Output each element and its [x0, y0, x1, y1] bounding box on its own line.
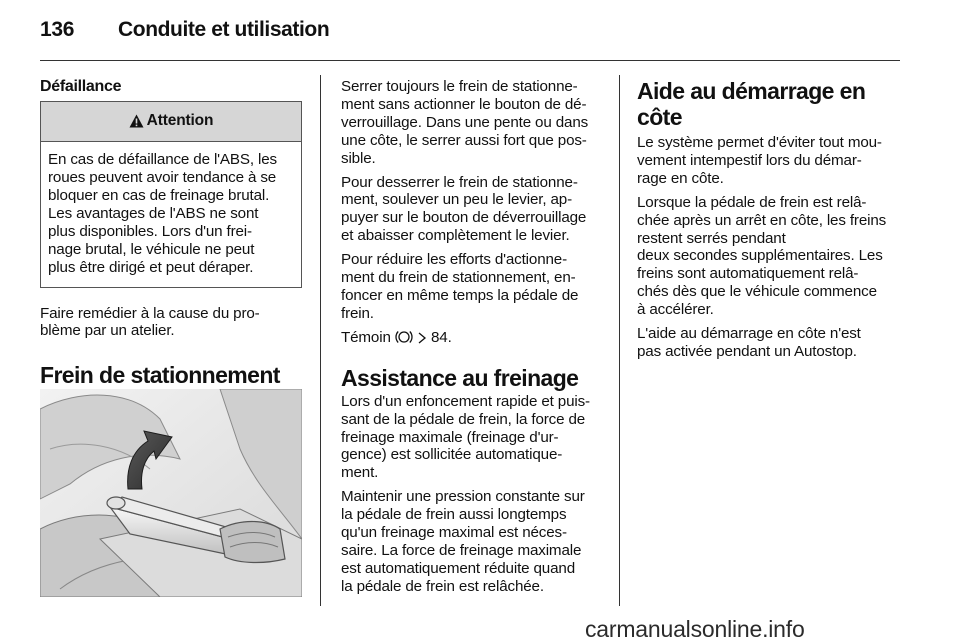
text-line: et abaisser complètement le levier.	[341, 227, 570, 245]
text-line: vement intempestif lors du démar-	[637, 151, 862, 169]
text-line: verrouillage. Dans une pente ou dans	[341, 113, 589, 131]
paragraph-systeme	[637, 134, 900, 188]
text-line: deux secondes supplémentaires. Les	[637, 247, 883, 265]
text-line: Serrer toujours le frein de stationne-	[341, 78, 578, 95]
warning-box	[40, 101, 302, 288]
paragraph-pedale	[637, 194, 900, 319]
text-line: rage en côte.	[637, 169, 724, 187]
parking-brake-illustration	[40, 389, 302, 597]
text-line: ment.	[341, 464, 379, 482]
warning-triangle-icon	[129, 114, 144, 128]
text-line: Le système permet d'éviter tout mou-	[637, 134, 882, 151]
warning-line: Les avantages de l'ABS ne sont	[48, 205, 259, 223]
paragraph-repair	[40, 305, 302, 341]
column-middle	[341, 78, 606, 596]
text-line: puyer sur le bouton de déverrouillage	[341, 209, 587, 227]
text-line: Lorsque la pédale de frein est relâ-	[637, 193, 867, 211]
warning-line: bloquer en cas de freinage brutal.	[48, 187, 270, 205]
column-right	[637, 78, 900, 361]
text-line: sible.	[341, 149, 376, 167]
paragraph-desserrer	[341, 174, 606, 246]
text-line: Faire remédier à la cause du pro-	[40, 304, 260, 322]
text-line: restent serrés pendant	[637, 229, 786, 247]
parking-brake-lever-image	[40, 389, 302, 597]
text-line: L'aide au démarrage en côte n'est	[637, 325, 861, 343]
text-line: la pédale de frein est relâchée.	[341, 577, 544, 595]
text-line: gence) est sollicitée automatique-	[341, 446, 563, 464]
text-line: est automatiquement réduite quand	[341, 559, 575, 577]
text-line: Maintenir une pression constante sur	[341, 488, 585, 506]
brake-warning-lamp-icon	[395, 329, 413, 345]
temoin-page-ref[interactable]: 84.	[430, 328, 452, 346]
column-left	[40, 78, 302, 388]
text-line: ment du frein de stationnement, en-	[341, 269, 576, 287]
warning-title: Attention	[146, 112, 214, 130]
temoin-label: Témoin	[341, 328, 391, 346]
warning-line: En cas de défaillance de l'ABS, les	[48, 150, 277, 168]
text-line: ment sans actionner le bouton de dé-	[341, 95, 587, 113]
paragraph-maintenir	[341, 488, 606, 595]
page-title: Conduite et utilisation	[118, 18, 330, 41]
warning-line: nage brutal, le véhicule ne peut	[48, 241, 255, 259]
text-line: la pédale de frein aussi longtemps	[341, 506, 567, 524]
text-line: blème par un atelier.	[40, 322, 175, 340]
text-line: Lors d'un enfoncement rapide et puis-	[341, 392, 590, 410]
text-line: ment, soulever un peu le levier, ap-	[341, 191, 572, 209]
subheading-defaillance: Défaillance	[40, 78, 122, 95]
text-line: qu'un freinage maximal est néces-	[341, 524, 567, 542]
warning-line: plus disponibles. Lors d'un frei-	[48, 223, 252, 241]
text-line: chés dès que le véhicule commence	[637, 283, 877, 301]
heading-assistance-freinage: Assistance au freinage	[341, 364, 579, 391]
page-number: 136	[40, 18, 75, 41]
text-line: saire. La force de freinage maximale	[341, 541, 582, 559]
paragraph-serrer	[341, 78, 606, 168]
paragraph-reduire	[341, 251, 606, 323]
paragraph-enfoncement	[341, 393, 606, 483]
text-line: sant de la pédale de frein, la force de	[341, 410, 586, 428]
text-line: à accélérer.	[637, 301, 714, 319]
text-line: frein.	[341, 304, 374, 322]
text-line: une côte, le serrer aussi fort que pos-	[341, 131, 587, 149]
heading-frein-stationnement: Frein de stationnement	[40, 362, 280, 389]
text-line: pas activée pendant un Autostop.	[637, 342, 857, 360]
header-divider	[40, 60, 900, 61]
warning-line: plus être dirigé et peut déraper.	[48, 259, 254, 277]
column-divider-2	[619, 75, 620, 606]
text-line: chée après un arrêt en côte, les freins	[637, 211, 887, 229]
text-line: Pour desserrer le frein de stationne-	[341, 173, 578, 191]
warning-body	[41, 142, 301, 287]
column-divider-1	[320, 75, 321, 606]
watermark: carmanualsonline.info	[585, 616, 805, 642]
warning-header	[41, 102, 301, 142]
temoin-reference	[341, 329, 606, 347]
warning-line: roues peuvent avoir tendance à se	[48, 169, 277, 186]
text-line: freins sont automatiquement relâ-	[637, 265, 859, 283]
paragraph-autostop	[637, 325, 900, 361]
text-line: freinage maximale (freinage d'ur-	[341, 428, 559, 446]
text-line: foncer en même temps la pédale de	[341, 286, 579, 304]
heading-aide-demarrage: Aide au démarrage en côte	[637, 78, 866, 130]
page-reference-arrow-icon[interactable]	[417, 331, 427, 345]
page-header	[40, 18, 900, 48]
text-line: Pour réduire les efforts d'actionne-	[341, 251, 568, 269]
